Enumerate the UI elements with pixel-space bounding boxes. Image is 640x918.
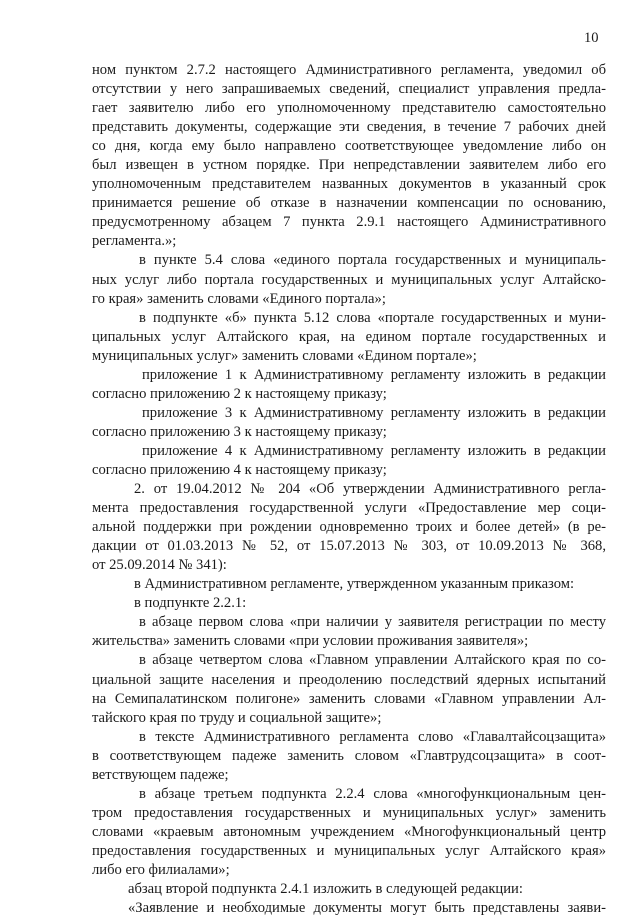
text-line: согласно приложению 4 к настоящему приказу; — [92, 461, 387, 478]
text-line: муниципальных услуг» заменить словами «Едином портале»; — [92, 347, 477, 364]
text-line: ных услуг либо портала государственных и муниципальных услуг Алтайско- — [92, 271, 606, 288]
text-line: тайского края по труду и социальной защите»; — [92, 709, 382, 726]
text-line: со дня, когда ему было направлено соответствующее уведомление либо он — [92, 138, 606, 155]
text-line: циальной защите населения и преодолению последствий ядерных испытаний — [92, 671, 606, 688]
text-line: в тексте Административного регламента слово «Главалтайсоцзащита» — [139, 728, 606, 745]
text-line: от 25.09.2014 № 341): — [92, 557, 227, 574]
text-line: ветствующем падеже; — [92, 766, 229, 783]
document-body — [92, 61, 606, 918]
text-line: был извещен в устном порядке. При непредставлении заявителем либо его — [92, 157, 606, 174]
text-line: в абзаце третьем подпункта 2.2.4 слова «многофункциональным цен- — [139, 785, 606, 802]
text-line: в подпункте «б» пункта 5.12 слова «портале государственных и муни- — [139, 309, 606, 326]
text-line: согласно приложению 2 к настоящему приказу; — [92, 385, 387, 402]
text-line: приложение 3 к Административному регламенту изложить в редакции — [142, 404, 606, 421]
text-line: предусмотренному абзацем 7 пункта 2.9.1 настоящего Административного — [92, 214, 606, 231]
text-line: предоставления государственных и муниципальных услуг Алтайского края» — [92, 842, 606, 859]
text-line: «Заявление и необходимые документы могут быть представлены заяви- — [128, 900, 606, 917]
text-line: жительства» заменить словами «при условии проживания заявителя»; — [92, 633, 529, 650]
text-line: уполномоченным представителем названных документов в указанный срок — [92, 176, 606, 193]
text-line: отсутствии у него запрашиваемых сведений, специалист управления предла- — [92, 81, 606, 98]
text-line: на Семипалатинском полигоне» заменить словами «Главном управлении Ал- — [92, 690, 606, 707]
text-line: дакции от 01.03.2013 № 52, от 15.07.2013 № 303, от 10.09.2013 № 368, — [92, 538, 606, 555]
text-line: гает заявителю либо его уполномоченному представителю самостоятельно — [92, 100, 606, 117]
text-line: согласно приложению 3 к настоящему приказу; — [92, 423, 387, 440]
text-line: 2. от 19.04.2012 № 204 «Об утверждении Административного регла- — [134, 481, 606, 498]
text-line: ном пунктом 2.7.2 настоящего Административного регламента, уведомил об — [92, 62, 606, 78]
text-line: в пункте 5.4 слова «единого портала государственных и муниципаль- — [139, 252, 606, 269]
text-line: в абзаце четвертом слова «Главном управлении Алтайского края по со- — [139, 652, 606, 669]
text-line: приложение 1 к Административному регламенту изложить в редакции — [142, 366, 606, 383]
text-line: принимается решение об отказе в назначении компенсации по основанию, — [92, 195, 606, 212]
page-number: 10 — [584, 30, 599, 46]
text-line: приложение 4 к Административному регламенту изложить в редакции — [142, 442, 606, 459]
text-line: в подпункте 2.2.1: — [134, 595, 247, 612]
text-line: го края» заменить словами «Единого портала»; — [92, 290, 386, 307]
text-line: в соответствующем падеже заменить словом «Главтрудсоцзащита» в соот- — [92, 747, 606, 764]
text-line: абзац второй подпункта 2.4.1 изложить в следующей редакции: — [128, 881, 523, 898]
text-line: ципальных услуг Алтайского края, на едином портале государственных и — [92, 328, 606, 345]
text-line: регламента.»; — [92, 233, 177, 250]
text-line: в Административном регламенте, утвержденном указанным приказом: — [134, 576, 575, 593]
text-line: либо его филиалами»; — [92, 861, 230, 878]
text-line: представить документы, содержащие эти сведения, в течение 7 рабочих дней — [92, 119, 606, 136]
text-line: альной поддержки при рождении одновременно троих и более детей» (в ре- — [92, 519, 606, 536]
text-line: мента предоставления государственной услуги «Предоставление мер соци- — [92, 500, 606, 517]
text-line: в абзаце первом слова «при наличии у заявителя регистрации по месту — [139, 614, 606, 631]
text-line: словами «краевым автономным учреждением «Многофункциональный центр — [92, 823, 606, 840]
text-line: тром предоставления государственных и муниципальных услуг» заменить — [92, 804, 606, 821]
